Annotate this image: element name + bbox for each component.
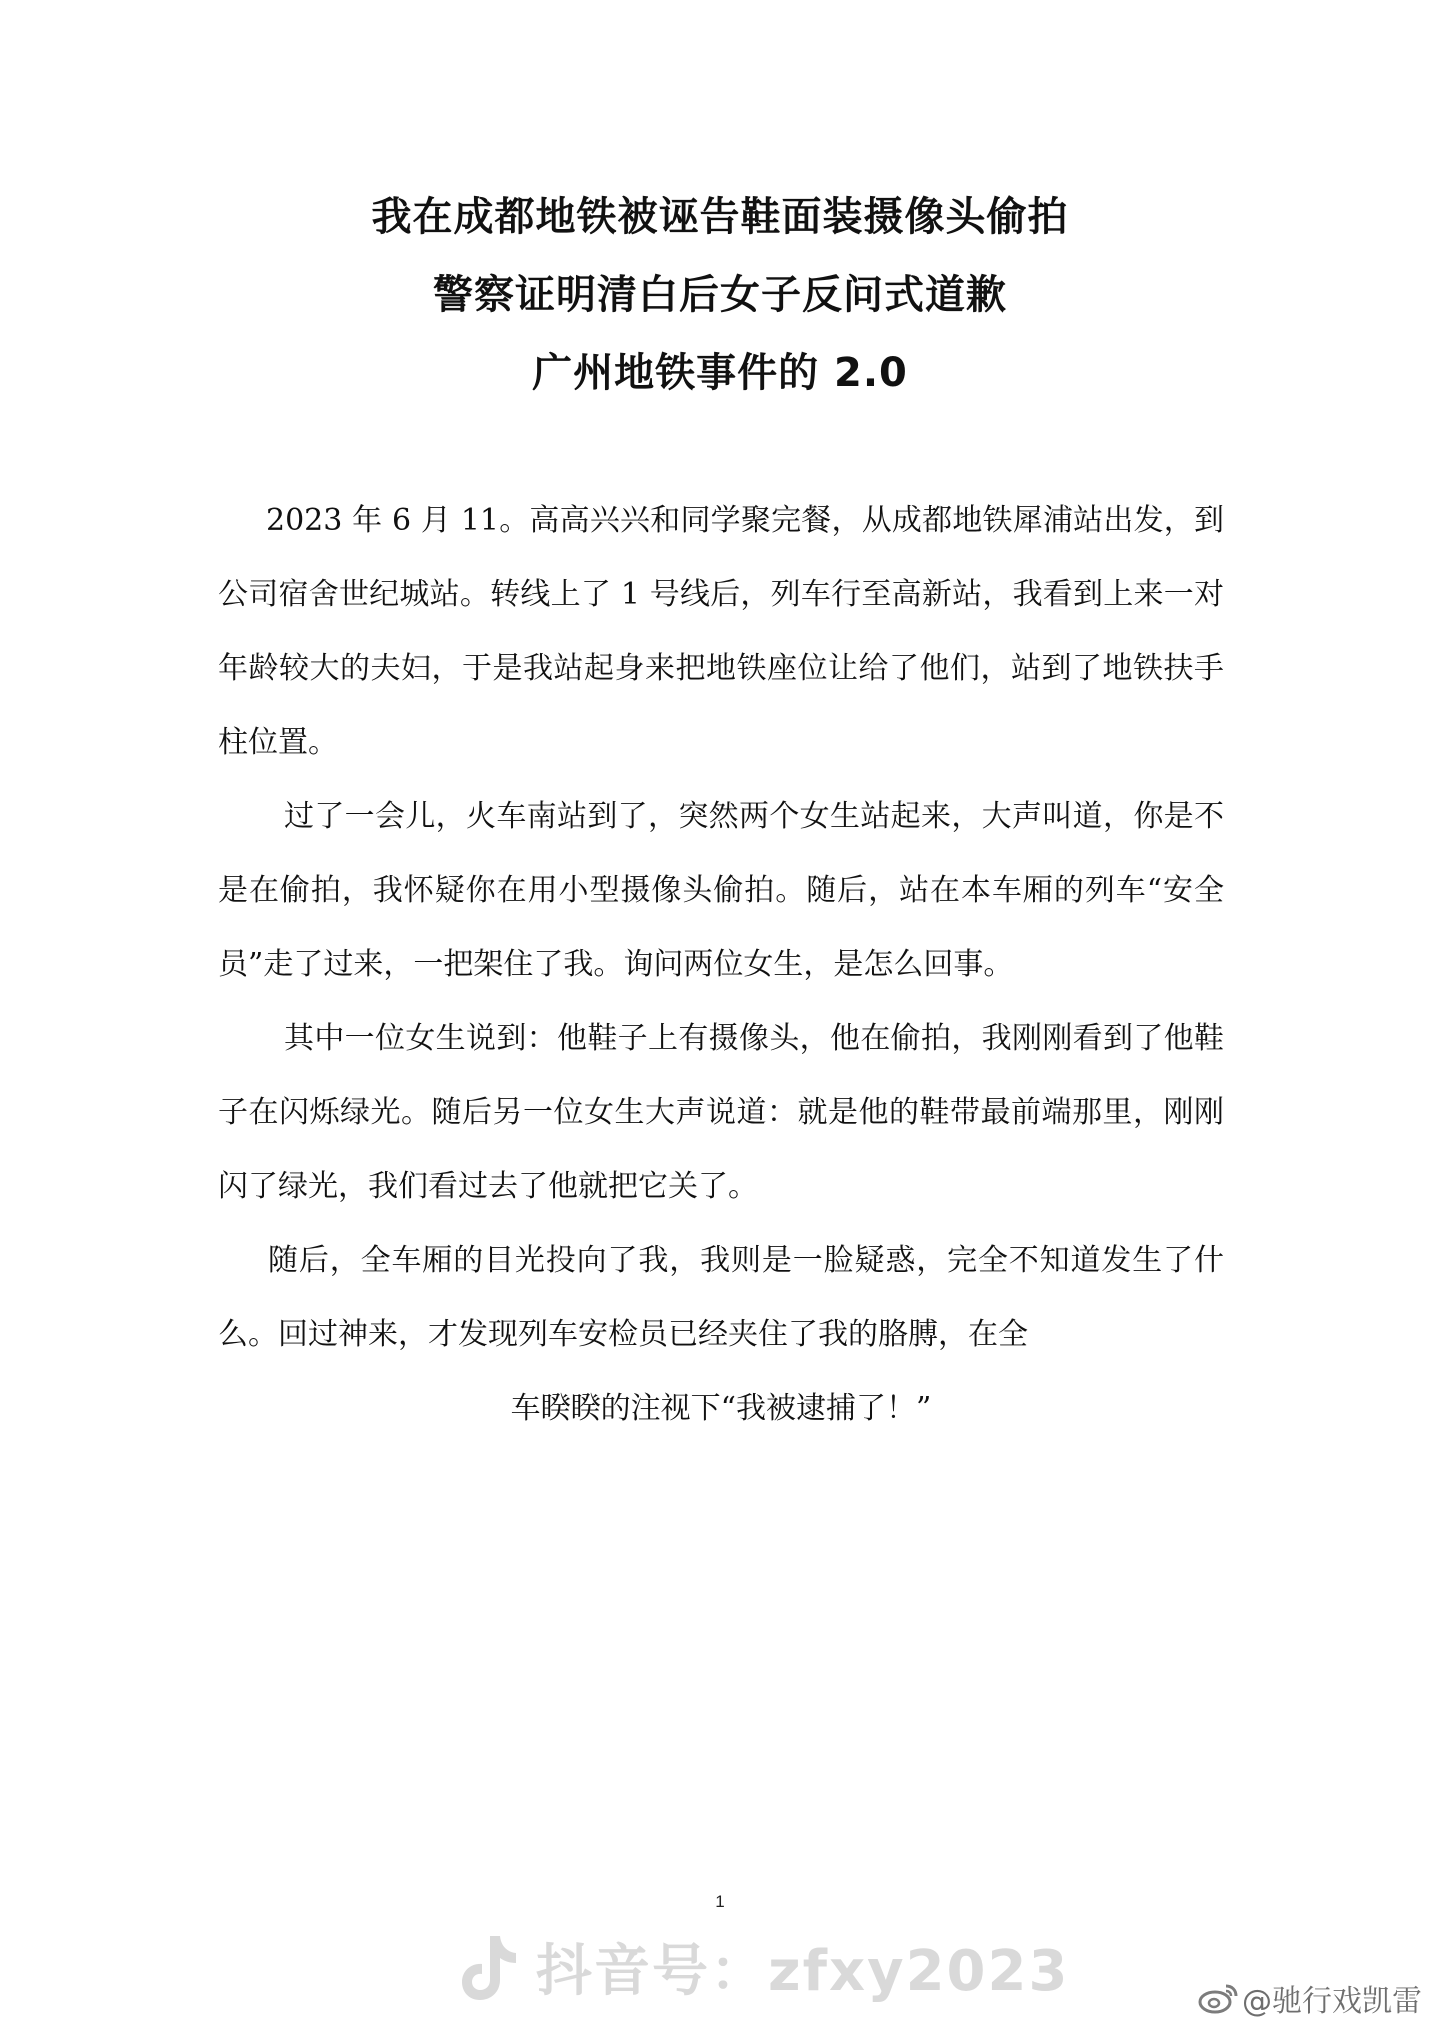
weibo-handle: @驰行戏凯雷 <box>1242 1984 1422 2019</box>
douyin-watermark <box>460 1922 1069 2012</box>
document-title <box>0 178 1440 412</box>
weibo-attribution <box>1198 1976 1422 2020</box>
paragraph-2: 过了一会儿，火车南站到了，突然两个女生站起来，大声叫道，你是不是在偷拍，我怀疑你在用小型摄像头偷拍。随后，站在本车厢的列车“安全员”走了过来，一把架住了我。询问两位女生，是怎么回事。 <box>218 799 1224 982</box>
paragraph-4: 随后，全车厢的目光投向了我，我则是一脸疑惑，完全不知道发生了什么。回过神来，才发现列车安检员已经夹住了我的胳膊，在全 <box>218 1243 1224 1352</box>
paragraph-5: 车睽睽的注视下“我被逮捕了！” <box>510 1391 932 1426</box>
title-line-1: 我在成都地铁被诬告鞋面装摄像头偷拍 <box>371 194 1069 240</box>
weibo-logo-icon <box>1198 1982 1238 2014</box>
watermark-text: 抖音号：zfxy2023 <box>536 1939 1070 2004</box>
title-line-2: 警察证明清白后女子反问式道歉 <box>433 272 1007 318</box>
document-body <box>218 484 1224 1446</box>
paragraph-3: 其中一位女生说到：他鞋子上有摄像头，他在偷拍，我刚刚看到了他鞋子在闪烁绿光。随后另一位女生大声说道：就是他的鞋带最前端那里，刚刚闪了绿光，我们看过去了他就把它关了。 <box>218 1021 1224 1204</box>
paragraph-1: 2023 年 6 月 11。高高兴兴和同学聚完餐，从成都地铁犀浦站出发，到公司宿舍世纪城站。转线上了 1 号线后，列车行至高新站，我看到上来一对年龄较大的夫妇，于是我站起身来把地铁座位让给了他们，站到了地铁扶手柱位置。 <box>218 503 1224 760</box>
title-line-3: 广州地铁事件的 2.0 <box>532 350 908 396</box>
douyin-logo-icon <box>460 1932 518 2002</box>
page-number: 1 <box>715 1892 725 1911</box>
